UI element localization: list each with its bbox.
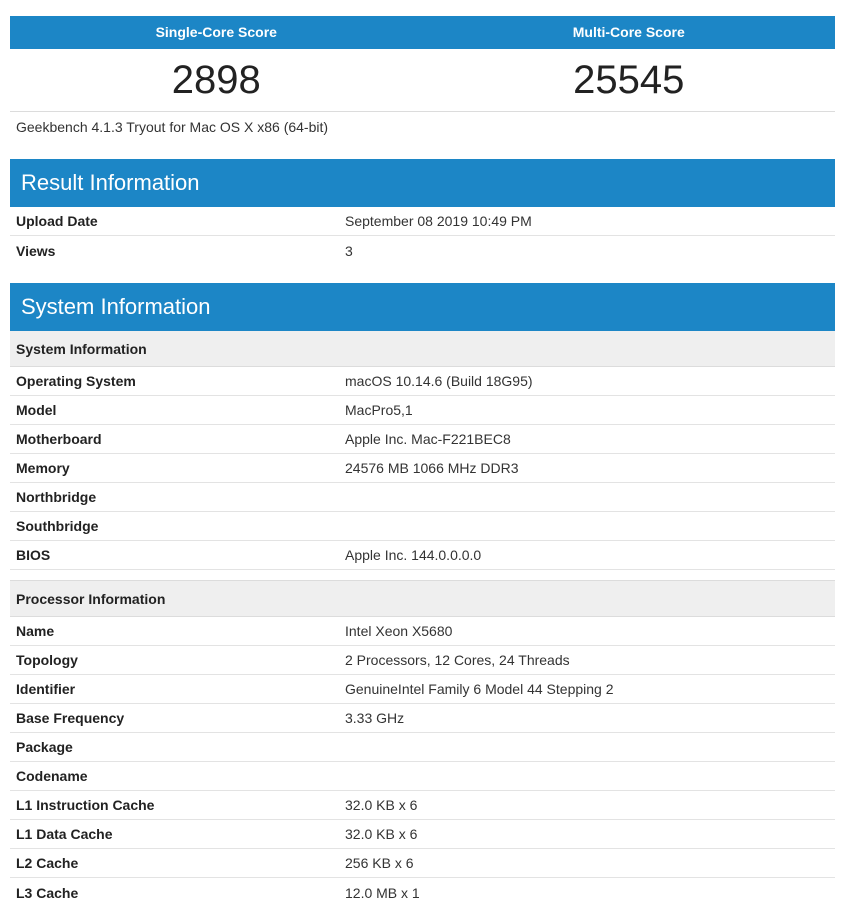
- row-label: L1 Instruction Cache: [16, 797, 155, 813]
- table-row: [10, 483, 835, 512]
- row-label: BIOS: [16, 547, 51, 563]
- table-row: [10, 791, 835, 820]
- row-label: Northbridge: [16, 489, 97, 505]
- row-value: MacPro5,1: [345, 402, 413, 418]
- table-row: [10, 617, 835, 646]
- table-row: [10, 878, 835, 907]
- table-row: [10, 367, 835, 396]
- row-value: 24576 MB 1066 MHz DDR3: [345, 460, 519, 476]
- row-label: Package: [16, 739, 73, 755]
- table-row: [10, 704, 835, 733]
- row-value: 3: [345, 242, 353, 259]
- processor-subheader: Processor Information: [10, 581, 835, 617]
- row-label: Views: [16, 242, 56, 259]
- row-value: September 08 2019 10:49 PM: [345, 213, 532, 229]
- row-value: Apple Inc. 144.0.0.0.0: [345, 547, 482, 563]
- table-row: [10, 820, 835, 849]
- row-label: Upload Date: [16, 213, 98, 229]
- table-row: [10, 236, 835, 265]
- system-subheader: System Information: [10, 331, 835, 367]
- table-row: [10, 849, 835, 878]
- row-label: L2 Cache: [16, 855, 79, 871]
- section-spacer: [10, 570, 835, 581]
- row-label: Topology: [16, 652, 78, 668]
- table-row: [10, 646, 835, 675]
- row-value: GenuineIntel Family 6 Model 44 Stepping 2: [345, 681, 614, 697]
- table-row: [10, 675, 835, 704]
- row-value: Intel Xeon X5680: [345, 623, 453, 639]
- row-label: Southbridge: [16, 518, 99, 534]
- row-value: 32.0 KB x 6: [345, 797, 418, 813]
- row-label: L3 Cache: [16, 884, 79, 901]
- row-value: Apple Inc. Mac-F221BEC8: [345, 431, 511, 447]
- row-label: Name: [16, 623, 55, 639]
- table-row: [10, 207, 835, 236]
- row-label: Codename: [16, 768, 88, 784]
- row-value: 32.0 KB x 6: [345, 826, 418, 842]
- row-label: Model: [16, 402, 57, 418]
- table-row: [10, 733, 835, 762]
- system-information-header: System Information: [10, 283, 835, 331]
- table-row: [10, 541, 835, 570]
- multi-core-label: Multi-Core Score: [572, 24, 685, 40]
- row-label: L1 Data Cache: [16, 826, 113, 842]
- single-core-score: 2898: [171, 58, 261, 102]
- row-label: Motherboard: [16, 431, 102, 447]
- table-row: [10, 512, 835, 541]
- result-information-header: Result Information: [10, 159, 835, 207]
- result-information-table: [10, 207, 835, 265]
- row-value: 2 Processors, 12 Cores, 24 Threads: [345, 652, 570, 668]
- row-label: Memory: [16, 460, 70, 476]
- row-label: Base Frequency: [16, 710, 125, 726]
- single-core-label: Single-Core Score: [155, 24, 277, 40]
- row-label: Operating System: [16, 373, 136, 389]
- multi-core-score: 25545: [573, 58, 685, 102]
- table-row: [10, 762, 835, 791]
- row-value: 3.33 GHz: [345, 710, 405, 726]
- row-value: macOS 10.14.6 (Build 18G95): [345, 373, 533, 389]
- table-row: [10, 425, 835, 454]
- version-text: Geekbench 4.1.3 Tryout for Mac OS X x86 (64-bit): [16, 119, 329, 135]
- row-label: Identifier: [16, 681, 76, 697]
- row-value: 256 KB x 6: [345, 855, 414, 871]
- table-row: [10, 396, 835, 425]
- score-values: [10, 49, 835, 112]
- row-value: 12.0 MB x 1: [345, 884, 420, 901]
- score-header: [10, 16, 835, 49]
- system-information-table: [10, 331, 835, 907]
- table-row: [10, 454, 835, 483]
